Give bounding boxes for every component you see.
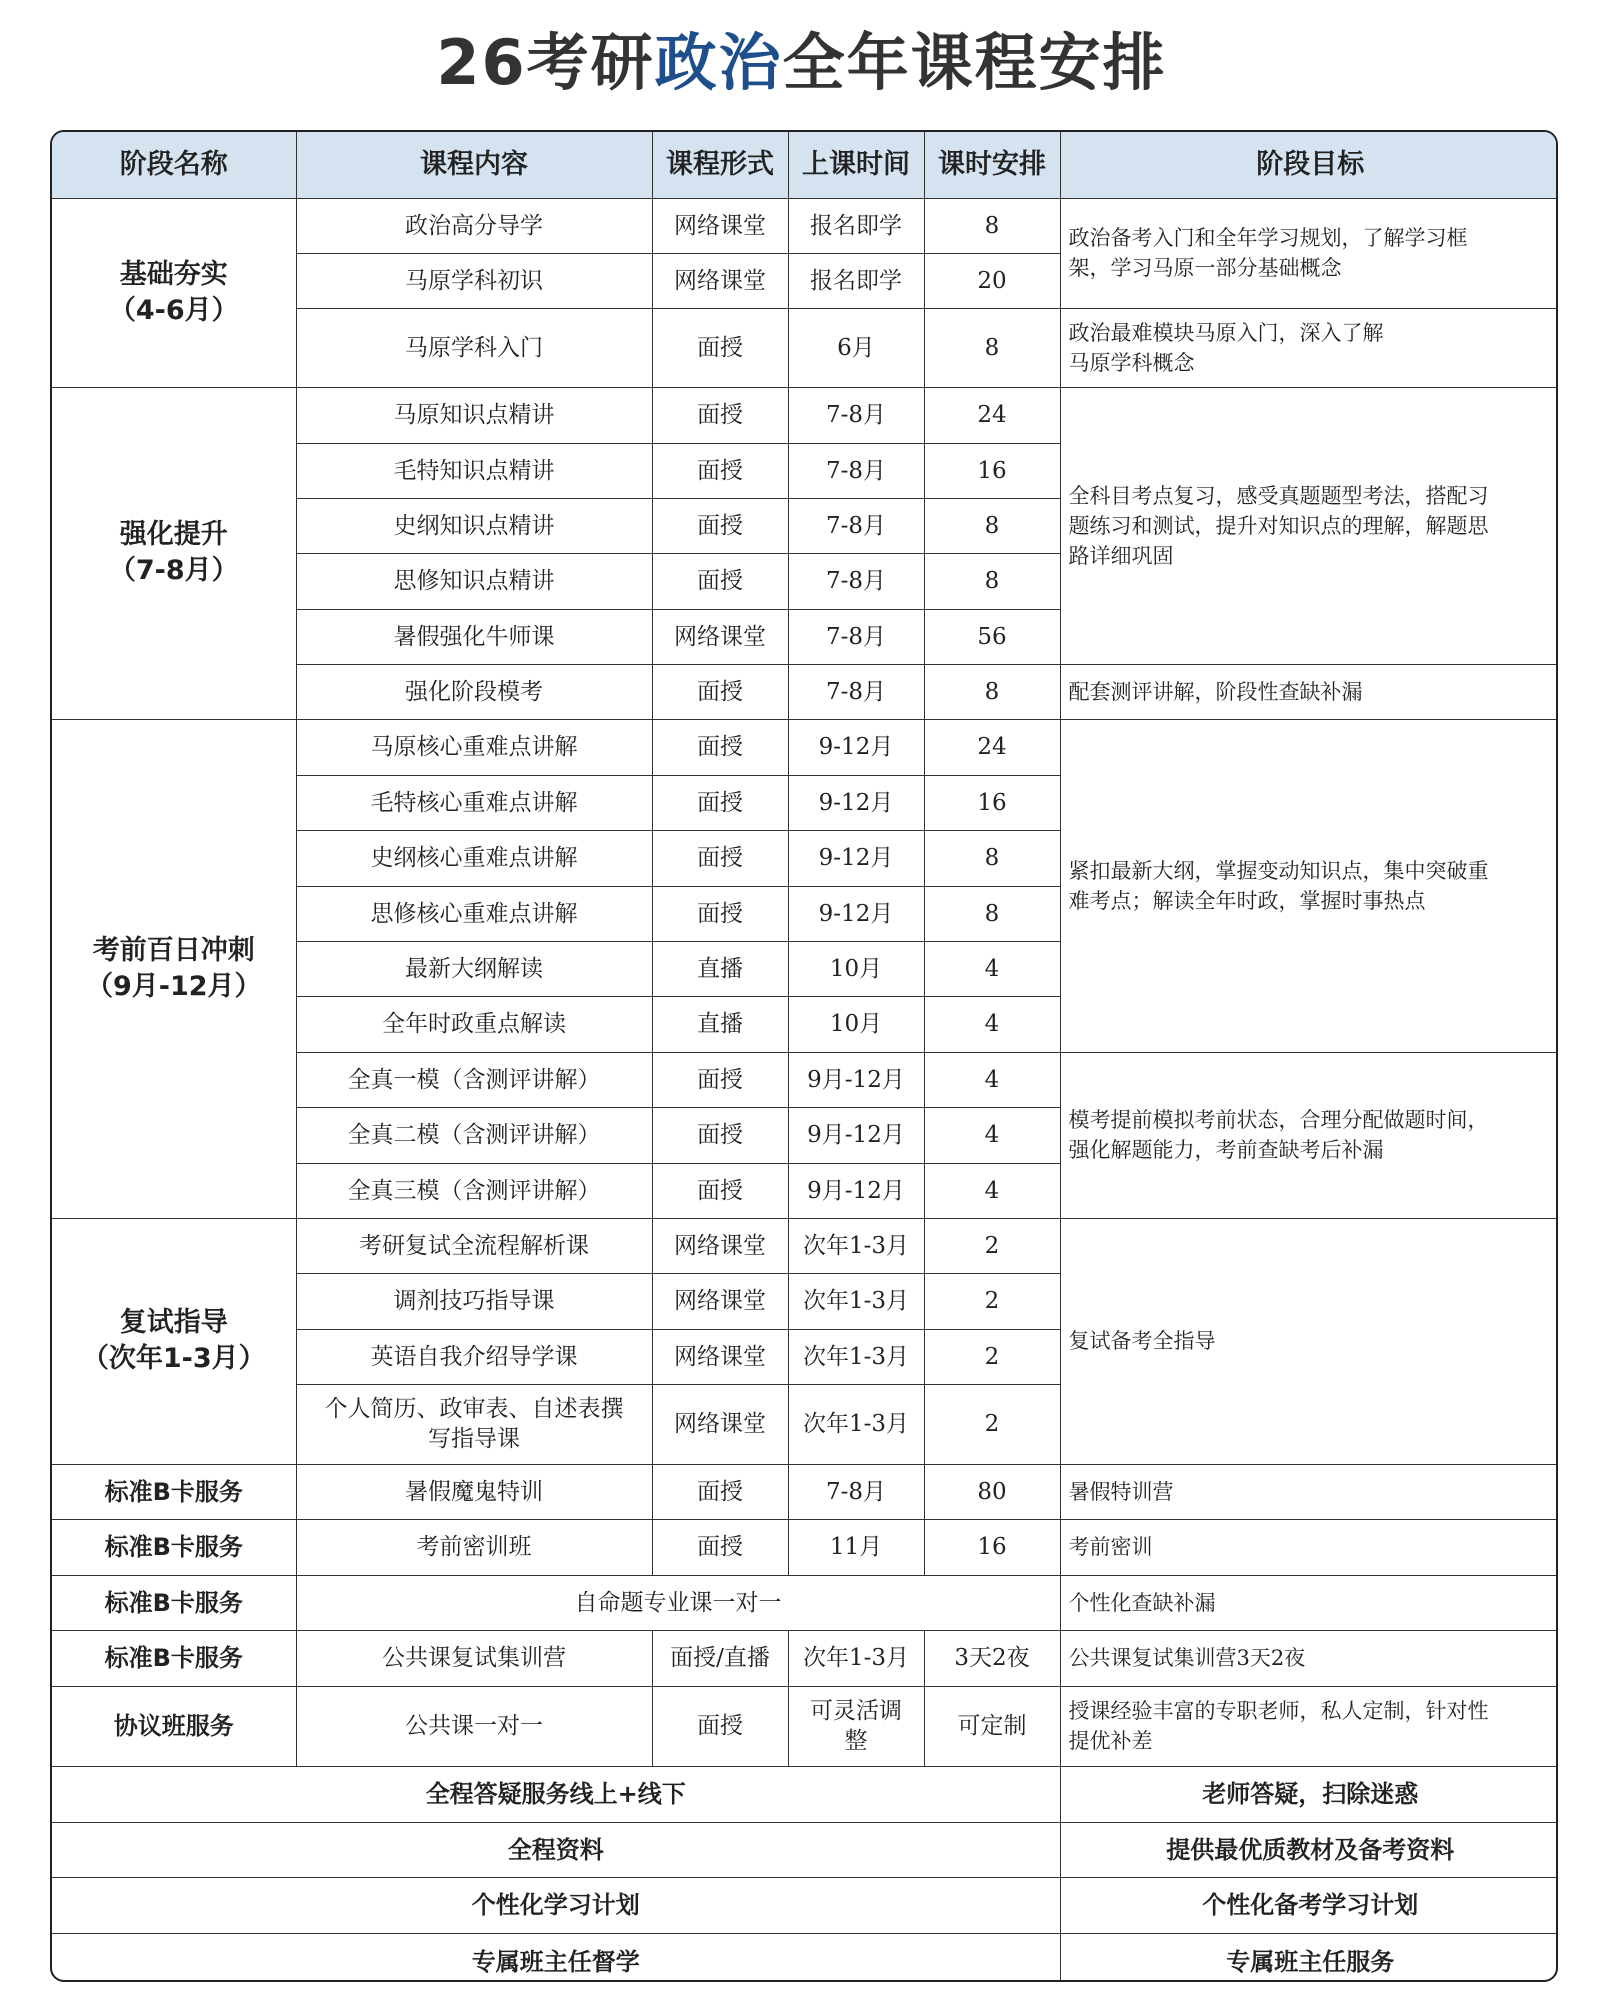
course-time: 7-8月 (788, 609, 924, 664)
course-hours: 8 (924, 308, 1060, 387)
stage-period: （4-6月） (108, 294, 239, 326)
stage-goal (1060, 308, 1558, 387)
course-hours: 24 (924, 719, 1060, 775)
extra-benefit: 老师答疑，扫除迷惑 (1060, 1766, 1558, 1822)
course-content: 马原学科初识 (296, 253, 652, 308)
stage-name: 强化提升 (119, 519, 228, 550)
course-form: 面授 (652, 1163, 788, 1218)
service-goal: 考前密训 (1060, 1519, 1558, 1575)
goal-line: 授课经验丰富的专职老师，私人定制，针对性 (1068, 1699, 1489, 1723)
stage-goal (1060, 664, 1558, 719)
course-form: 网络课堂 (652, 609, 788, 664)
table-row (52, 1630, 1558, 1686)
course-form: 面授 (652, 886, 788, 941)
course-form: 面授 (652, 443, 788, 498)
course-time: 7-8月 (788, 443, 924, 498)
course-hours: 8 (924, 886, 1060, 941)
table-row (52, 1464, 1558, 1519)
course-form: 面授/直播 (652, 1630, 788, 1686)
course-hours: 8 (924, 553, 1060, 609)
course-content: 政治高分导学 (296, 198, 652, 253)
goal-line: 强化解题能力，考前查缺考后补漏 (1068, 1138, 1384, 1162)
course-form: 面授 (652, 1052, 788, 1107)
course-time: 次年1-3月 (788, 1384, 924, 1464)
schedule-table-container (50, 130, 1558, 1982)
course-form: 面授 (652, 498, 788, 553)
title-highlight: 政治 (654, 26, 783, 99)
course-hours: 2 (924, 1218, 1060, 1273)
stage-period: （7-8月） (108, 555, 239, 586)
course-time-line: 可灵活调 (810, 1698, 902, 1724)
table-row (52, 1519, 1558, 1575)
course-hours: 16 (924, 443, 1060, 498)
course-time: 7-8月 (788, 387, 924, 443)
course-content: 强化阶段模考 (296, 664, 652, 719)
course-time: 次年1-3月 (788, 1218, 924, 1273)
course-time-line: 整 (844, 1728, 868, 1754)
goal-line: 马原学科概念 (1068, 350, 1195, 375)
title-prefix: 26考研 (436, 26, 655, 99)
extra-benefit: 提供最优质教材及备考资料 (1060, 1822, 1558, 1877)
course-content: 暑假强化牛师课 (296, 609, 652, 664)
course-content: 最新大纲解读 (296, 941, 652, 996)
course-time: 9-12月 (788, 775, 924, 830)
course-time: 报名即学 (788, 253, 924, 308)
course-time: 9月-12月 (788, 1107, 924, 1163)
table-header-row (52, 132, 1558, 198)
goal-line: 政治备考入门和全年学习规划，了解学习框 (1068, 226, 1468, 250)
course-form: 面授 (652, 719, 788, 775)
stage-goal (1060, 1052, 1558, 1218)
course-form: 网络课堂 (652, 1329, 788, 1384)
course-hours: 16 (924, 775, 1060, 830)
course-hours: 4 (924, 1052, 1060, 1107)
stage-period: （9月-12月） (85, 970, 262, 1002)
course-time: 9-12月 (788, 719, 924, 775)
table-row (52, 1575, 1558, 1630)
extra-service: 全程答疑服务线上+线下 (52, 1766, 1060, 1822)
course-content: 思修知识点精讲 (296, 553, 652, 609)
header-goal: 阶段目标 (1060, 132, 1558, 198)
stage-goal (1060, 1218, 1558, 1464)
course-time: 10月 (788, 941, 924, 996)
course-content (296, 1384, 652, 1464)
course-content: 全年时政重点解读 (296, 996, 652, 1052)
course-form: 网络课堂 (652, 1273, 788, 1329)
stage-cell (52, 719, 296, 1218)
goal-line: 难考点；解读全年时政，掌握时事热点 (1068, 888, 1426, 913)
course-time: 9-12月 (788, 830, 924, 886)
course-time: 7-8月 (788, 498, 924, 553)
header-time: 上课时间 (788, 132, 924, 198)
stage-name: 考前百日冲刺 (92, 934, 255, 966)
course-content: 全真二模（含测评讲解） (296, 1107, 652, 1163)
course-hours: 8 (924, 198, 1060, 253)
course-content: 考前密训班 (296, 1519, 652, 1575)
header-form: 课程形式 (652, 132, 788, 198)
extra-service: 全程资料 (52, 1822, 1060, 1877)
course-hours: 3天2夜 (924, 1630, 1060, 1686)
service-name: 标准B卡服务 (52, 1575, 296, 1630)
stage-cell (52, 1218, 296, 1464)
course-form: 面授 (652, 308, 788, 387)
service-name: 标准B卡服务 (52, 1519, 296, 1575)
course-hours: 2 (924, 1384, 1060, 1464)
header-stage: 阶段名称 (52, 132, 296, 198)
course-content: 毛特知识点精讲 (296, 443, 652, 498)
course-time: 7-8月 (788, 553, 924, 609)
stage-name: 复试指导 (119, 1307, 228, 1338)
page-title (0, 18, 1603, 108)
table-row (52, 1766, 1558, 1822)
service-name: 协议班服务 (52, 1686, 296, 1766)
table-row (52, 1933, 1558, 1982)
course-form: 网络课堂 (652, 253, 788, 308)
course-form: 网络课堂 (652, 1218, 788, 1273)
goal-line: 架，学习马原一部分基础概念 (1068, 256, 1342, 280)
course-time: 次年1-3月 (788, 1273, 924, 1329)
course-content: 马原核心重难点讲解 (296, 719, 652, 775)
course-content: 公共课复试集训营 (296, 1630, 652, 1686)
course-hours: 56 (924, 609, 1060, 664)
course-form: 面授 (652, 387, 788, 443)
table-row (52, 719, 1558, 775)
goal-line: 模考提前模拟考前状态，合理分配做题时间， (1068, 1108, 1489, 1132)
course-content: 毛特核心重难点讲解 (296, 775, 652, 830)
course-hours: 8 (924, 830, 1060, 886)
course-time: 7-8月 (788, 664, 924, 719)
table-row (52, 387, 1558, 443)
course-hours: 可定制 (924, 1686, 1060, 1766)
table-row (52, 1218, 1558, 1273)
course-content: 马原知识点精讲 (296, 387, 652, 443)
goal-line: 紧扣最新大纲，掌握变动知识点，集中突破重 (1068, 858, 1489, 883)
course-time: 9月-12月 (788, 1052, 924, 1107)
service-goal: 公共课复试集训营3天2夜 (1060, 1630, 1558, 1686)
course-content: 全真三模（含测评讲解） (296, 1163, 652, 1218)
course-form: 面授 (652, 1107, 788, 1163)
course-time: 次年1-3月 (788, 1329, 924, 1384)
course-form: 面授 (652, 1519, 788, 1575)
extra-service: 专属班主任督学 (52, 1933, 1060, 1982)
course-hours: 16 (924, 1519, 1060, 1575)
course-form: 网络课堂 (652, 1384, 788, 1464)
course-hours: 2 (924, 1329, 1060, 1384)
course-hours: 4 (924, 996, 1060, 1052)
course-time: 9月-12月 (788, 1163, 924, 1218)
course-content-line: 写指导课 (428, 1426, 520, 1452)
course-content: 考研复试全流程解析课 (296, 1218, 652, 1273)
header-hours: 课时安排 (924, 132, 1060, 198)
goal-line: 政治最难模块马原入门，深入了解 (1068, 320, 1384, 345)
service-goal: 个性化查缺补漏 (1060, 1575, 1558, 1630)
goal-line: 配套测评讲解，阶段性查缺补漏 (1068, 679, 1363, 704)
stage-goal (1060, 719, 1558, 1052)
course-hours: 24 (924, 387, 1060, 443)
stage-name: 基础夯实 (119, 258, 228, 290)
course-hours: 2 (924, 1273, 1060, 1329)
service-goal: 暑假特训营 (1060, 1464, 1558, 1519)
course-hours: 8 (924, 498, 1060, 553)
course-hours: 20 (924, 253, 1060, 308)
course-time: 9-12月 (788, 886, 924, 941)
course-form: 网络课堂 (652, 198, 788, 253)
table-row (52, 198, 1558, 253)
extra-benefit: 专属班主任服务 (1060, 1933, 1558, 1982)
service-name: 标准B卡服务 (52, 1630, 296, 1686)
course-time: 11月 (788, 1519, 924, 1575)
course-content: 公共课一对一 (296, 1686, 652, 1766)
course-content: 史纲知识点精讲 (296, 498, 652, 553)
goal-line: 题练习和测试，提升对知识点的理解，解题思 (1068, 513, 1489, 538)
course-content: 全真一模（含测评讲解） (296, 1052, 652, 1107)
title-suffix: 全年课程安排 (782, 26, 1167, 99)
course-time: 10月 (788, 996, 924, 1052)
course-form: 面授 (652, 1464, 788, 1519)
service-name: 标准B卡服务 (52, 1464, 296, 1519)
course-content-line: 个人简历、政审表、自述表撰 (324, 1396, 624, 1422)
header-content: 课程内容 (296, 132, 652, 198)
extra-benefit: 个性化备考学习计划 (1060, 1877, 1558, 1933)
goal-line: 全科目考点复习，感受真题题型考法，搭配习 (1068, 483, 1489, 508)
course-content: 暑假魔鬼特训 (296, 1464, 652, 1519)
table-row (52, 1822, 1558, 1877)
course-form: 直播 (652, 941, 788, 996)
stage-cell (52, 198, 296, 387)
course-form: 面授 (652, 830, 788, 886)
course-time: 6月 (788, 308, 924, 387)
stage-goal (1060, 198, 1558, 308)
course-content: 英语自我介绍导学课 (296, 1329, 652, 1384)
course-hours: 4 (924, 1107, 1060, 1163)
course-hours: 8 (924, 664, 1060, 719)
course-form: 面授 (652, 553, 788, 609)
course-hours: 80 (924, 1464, 1060, 1519)
course-form: 面授 (652, 1686, 788, 1766)
course-hours: 4 (924, 1163, 1060, 1218)
course-time: 报名即学 (788, 198, 924, 253)
course-time: 7-8月 (788, 1464, 924, 1519)
stage-period: （次年1-3月） (81, 1343, 266, 1374)
goal-line: 提优补差 (1068, 1729, 1153, 1753)
service-goal (1060, 1686, 1558, 1766)
table-row (52, 1877, 1558, 1933)
table-row (52, 1686, 1558, 1766)
extra-service: 个性化学习计划 (52, 1877, 1060, 1933)
goal-line: 路详细巩固 (1068, 543, 1174, 568)
stage-cell (52, 387, 296, 719)
course-time (788, 1686, 924, 1766)
course-content: 马原学科入门 (296, 308, 652, 387)
course-content: 调剂技巧指导课 (296, 1273, 652, 1329)
course-hours: 4 (924, 941, 1060, 996)
course-content: 自命题专业课一对一 (296, 1575, 1060, 1630)
course-form: 面授 (652, 664, 788, 719)
course-time: 次年1-3月 (788, 1630, 924, 1686)
course-content: 史纲核心重难点讲解 (296, 830, 652, 886)
goal-line: 复试备考全指导 (1068, 1329, 1216, 1353)
course-content: 思修核心重难点讲解 (296, 886, 652, 941)
course-form: 直播 (652, 996, 788, 1052)
stage-goal (1060, 387, 1558, 664)
course-form: 面授 (652, 775, 788, 830)
schedule-table (52, 132, 1558, 1982)
